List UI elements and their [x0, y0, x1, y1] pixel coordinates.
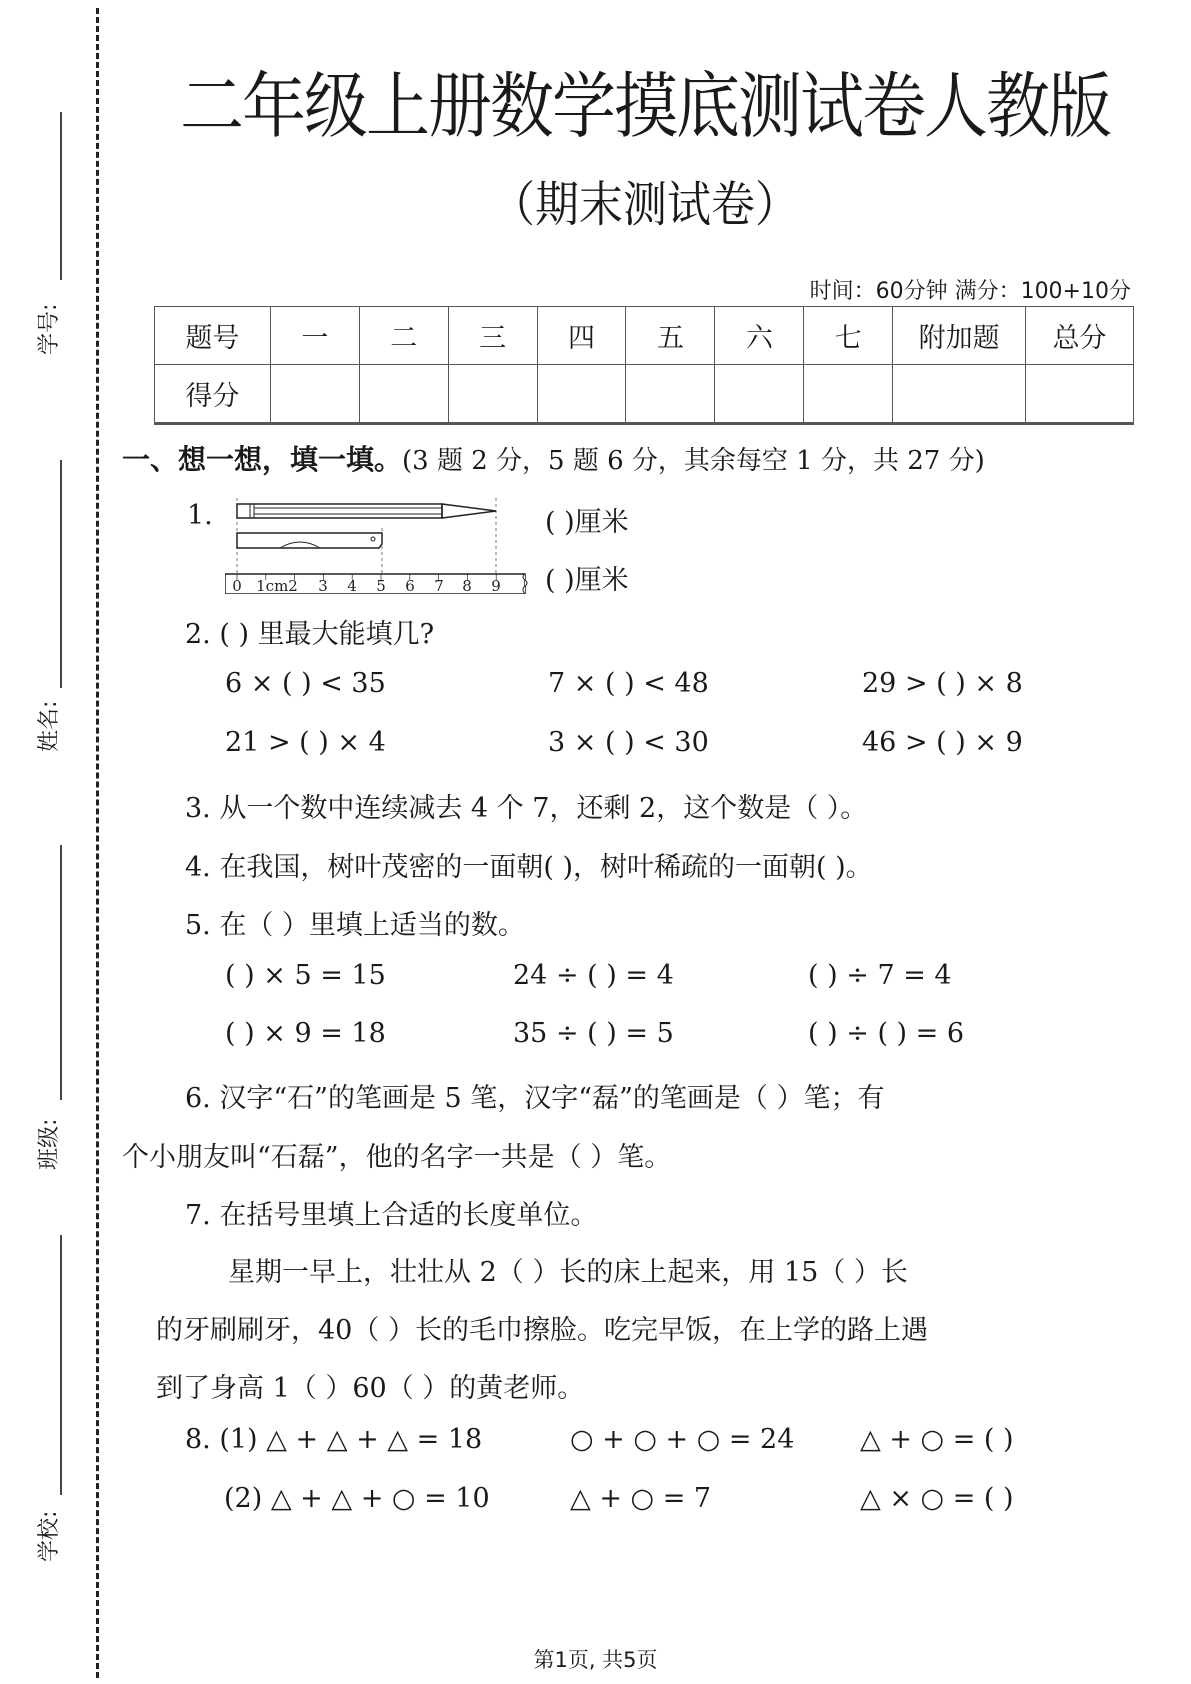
q4[interactable]: 4. 在我国，树叶茂密的一面朝( )，树叶稀疏的一面朝( )。 [185, 852, 873, 883]
page-number: 第1页, 共5页 [533, 1648, 658, 1672]
header-cell: 三 [448, 307, 537, 365]
q5-item[interactable]: ( ) × 9 = 18 [225, 1018, 386, 1049]
svg-text:3: 3 [318, 577, 328, 594]
q6-line1[interactable]: 6. 汉字“石”的笔画是 5 笔，汉字“磊”的笔画是（ ）笔；有 [185, 1083, 885, 1114]
svg-text:9: 9 [491, 577, 501, 594]
page-subtitle: （期末测试卷） [491, 176, 799, 233]
q1-answer-pencil[interactable]: ( )厘米 [545, 507, 629, 538]
q1-answer-strip[interactable]: ( )厘米 [545, 565, 629, 596]
q8-item: ○ + ○ + ○ = 24 [570, 1424, 795, 1455]
svg-text:7: 7 [434, 577, 444, 594]
header-cell: 六 [715, 307, 804, 365]
q8-item: △ + ○ = 7 [570, 1483, 712, 1514]
header-cell: 五 [626, 307, 715, 365]
q3[interactable]: 3. 从一个数中连续减去 4 个 7，还剩 2，这个数是（ ）。 [185, 793, 868, 824]
q2-prompt: 2. ( ) 里最大能填几? [185, 619, 435, 650]
svg-text:8: 8 [462, 577, 472, 594]
q8-item: (2) △ + △ + ○ = 10 [224, 1483, 490, 1514]
school-fill-line [60, 1235, 62, 1495]
binding-cut-line [96, 8, 99, 1678]
q2-item[interactable]: 7 × ( ) < 48 [548, 668, 709, 699]
header-cell: 一 [270, 307, 359, 365]
svg-text:5: 5 [376, 577, 386, 594]
header-cell: 题号 [155, 307, 271, 365]
score-cell[interactable] [893, 365, 1026, 424]
q5-item[interactable]: 35 ÷ ( ) = 5 [513, 1018, 674, 1049]
q2-item[interactable]: 6 × ( ) < 35 [225, 668, 386, 699]
q5-item[interactable]: ( ) ÷ 7 = 4 [808, 960, 952, 991]
header-cell: 二 [359, 307, 448, 365]
section1-heading-line [122, 438, 985, 478]
student-id-label: 学号: [37, 303, 62, 355]
score-cell[interactable] [804, 365, 893, 424]
score-cell[interactable] [270, 365, 359, 424]
section1-scoring: (3 题 2 分，5 题 6 分，其余每空 1 分，共 27 分) [402, 446, 985, 476]
q7-line2[interactable]: 的牙刷刷牙，40（ ）长的毛巾擦脸。吃完早饭，在上学的路上遇 [156, 1315, 928, 1346]
eraser-strip-icon [237, 533, 382, 548]
ruler-label: 1cm2 [256, 577, 298, 594]
q8-item[interactable]: △ × ○ = ( ) [860, 1483, 1014, 1514]
pencil-icon [237, 504, 496, 518]
header-cell: 附加题 [893, 307, 1026, 365]
page-title: 二年级上册数学摸底测试卷人教版 [180, 66, 1110, 150]
q1-number: 1. [187, 500, 213, 531]
section1-heading: 一、想一想，填一填。 [122, 443, 403, 476]
class-fill-line [60, 845, 62, 1100]
svg-text:4: 4 [347, 577, 357, 594]
q6-line2[interactable]: 个小朋友叫“石磊”，他的名字一共是（ ）笔。 [122, 1142, 672, 1173]
class-label: 班级: [37, 1118, 62, 1170]
name-label: 姓名: [37, 700, 62, 752]
score-cell[interactable] [359, 365, 448, 424]
school-label: 学校: [37, 1510, 62, 1562]
q7-line1[interactable]: 星期一早上，壮壮从 2（ ）长的床上起来，用 15（ ）长 [228, 1257, 908, 1288]
svg-text:6: 6 [405, 577, 415, 594]
header-cell: 四 [537, 307, 626, 365]
score-table [154, 306, 1134, 425]
name-fill-line [60, 460, 62, 688]
exam-meta: 时间：60分钟 满分：100+10分 [809, 279, 1131, 304]
q7-prompt: 7. 在括号里填上合适的长度单位。 [185, 1200, 598, 1231]
header-cell: 总分 [1026, 307, 1134, 365]
score-cell[interactable] [626, 365, 715, 424]
q2-item[interactable]: 21 > ( ) × 4 [225, 727, 386, 758]
q5-item[interactable]: ( ) × 5 = 15 [225, 960, 386, 991]
q2-item[interactable]: 46 > ( ) × 9 [862, 727, 1023, 758]
ruler-label: 0 [232, 577, 242, 594]
score-cell[interactable] [537, 365, 626, 424]
score-cell[interactable] [448, 365, 537, 424]
student-id-fill-line [60, 112, 62, 280]
q2-item[interactable]: 3 × ( ) < 30 [548, 727, 709, 758]
q2-item[interactable]: 29 > ( ) × 8 [862, 668, 1023, 699]
q5-prompt: 5. 在（ ）里填上适当的数。 [185, 910, 525, 941]
q5-item[interactable]: 24 ÷ ( ) = 4 [513, 960, 674, 991]
q8-item: 8. (1) △ + △ + △ = 18 [185, 1424, 483, 1455]
header-cell: 七 [804, 307, 893, 365]
score-cell[interactable] [715, 365, 804, 424]
score-table-score-row [155, 365, 1134, 424]
q5-item[interactable]: ( ) ÷ ( ) = 6 [808, 1018, 965, 1049]
score-row-label: 得分 [155, 365, 271, 424]
q8-item[interactable]: △ + ○ = ( ) [860, 1424, 1014, 1455]
pencil-ruler-figure [225, 496, 545, 594]
q7-line3[interactable]: 到了身高 1（ ）60（ ）的黄老师。 [156, 1373, 585, 1404]
score-table-header-row [155, 307, 1134, 365]
score-cell[interactable] [1026, 365, 1134, 424]
